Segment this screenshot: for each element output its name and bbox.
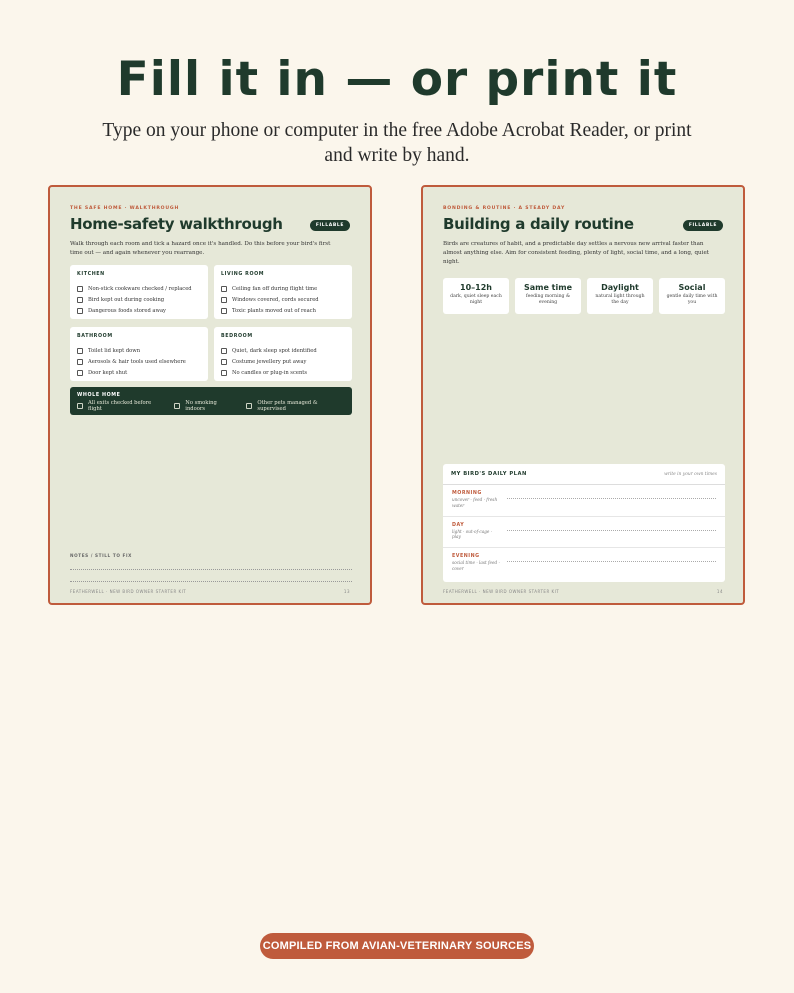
plan-row-title: DAY xyxy=(452,522,465,528)
section-eyebrow: THE SAFE HOME · WALKTHROUGH xyxy=(70,206,180,211)
whole-home-card xyxy=(70,387,352,415)
notes-field-line[interactable] xyxy=(70,569,352,570)
checkbox[interactable] xyxy=(221,308,227,314)
checkbox[interactable] xyxy=(77,359,83,365)
checkbox[interactable] xyxy=(77,297,83,303)
room-title: BATHROOM xyxy=(77,334,113,339)
checkbox[interactable] xyxy=(221,297,227,303)
plan-row-subtitle: uncover · feed · fresh water xyxy=(452,497,498,508)
checkbox[interactable] xyxy=(77,403,83,409)
sources-badge: COMPILED FROM AVIAN-VETERINARY SOURCES xyxy=(260,933,534,959)
fillable-badge: FILLABLE xyxy=(310,220,350,231)
stat-label: feeding morning & evening xyxy=(525,294,571,305)
plan-row-title: MORNING xyxy=(452,491,482,496)
checkbox[interactable] xyxy=(77,370,83,376)
stat-value: Social xyxy=(678,283,706,292)
room-card-bathroom xyxy=(70,327,208,381)
page-preview-daily-routine xyxy=(421,185,745,605)
daily-plan-card xyxy=(443,464,725,582)
room-card-kitchen xyxy=(70,265,208,319)
footer-brand: FEATHERWELL · NEW BIRD OWNER STARTER KIT xyxy=(443,589,560,594)
checklist-item: Toxic plants moved out of reach xyxy=(221,306,345,317)
checkbox[interactable] xyxy=(221,348,227,354)
plan-row-subtitle: social time · last feed · cover xyxy=(452,560,500,571)
section-eyebrow: BONDING & ROUTINE · A STEADY DAY xyxy=(443,206,566,211)
checkbox[interactable] xyxy=(221,359,227,365)
headline: Fill it in — or print it xyxy=(116,52,678,107)
plan-row-evening xyxy=(443,548,725,580)
plan-input-line[interactable] xyxy=(507,530,716,531)
page-preview-home-safety xyxy=(48,185,372,605)
checkbox[interactable] xyxy=(77,348,83,354)
room-title: KITCHEN xyxy=(77,272,105,277)
daily-plan-title: MY BIRD'S DAILY PLAN xyxy=(451,471,527,477)
checklist-item: All exits checked before flight xyxy=(77,401,164,410)
room-title: BEDROOM xyxy=(221,334,253,339)
checkbox[interactable] xyxy=(221,370,227,376)
checklist-item: Non-stick cookware checked / replaced xyxy=(77,283,201,294)
page-title: Home-safety walkthrough xyxy=(70,215,283,233)
stat-card xyxy=(515,278,581,314)
checklist-item: Ceiling fan off during flight time xyxy=(221,283,345,294)
plan-row-subtitle: light · out-of-cage · play xyxy=(452,528,493,539)
checklist-item: Dangerous foods stored away xyxy=(77,306,201,317)
plan-row-morning xyxy=(443,485,725,517)
checklist-item: Costume jewellery put away xyxy=(221,356,345,367)
checklist-item: Windows covered, cords secured xyxy=(221,294,345,305)
stat-value: Daylight xyxy=(601,283,639,292)
plan-input-line[interactable] xyxy=(507,561,716,562)
room-card-living-room xyxy=(214,265,352,319)
stat-label: dark, quiet sleep each night xyxy=(450,294,502,305)
checklist-item: Quiet, dark sleep spot identified xyxy=(221,345,345,356)
subheadline: Type on your phone or computer in the free Adobe Acrobat Reader, or print and write by hand. xyxy=(102,120,692,166)
stat-label: gentle daily time with you xyxy=(666,294,718,305)
page-number: 14 xyxy=(716,589,723,594)
checklist-item: Door kept shut xyxy=(77,368,201,379)
stat-card xyxy=(659,278,725,314)
checkbox[interactable] xyxy=(174,403,180,409)
page-footer xyxy=(443,589,723,594)
plan-row-day xyxy=(443,517,725,549)
stat-value: 10–12h xyxy=(460,283,492,292)
checklist-item: No candles or plug-in scents xyxy=(221,368,345,379)
page-intro: Birds are creatures of habit, and a predictable day settles a nervous new arrival faster than almost anything else. Aim for consistent feeding, plenty of light, social time, and a long, quiet night. xyxy=(443,241,710,265)
checklist-item: Toilet lid kept down xyxy=(77,345,201,356)
stat-label: natural light through the day xyxy=(595,294,645,305)
stat-card xyxy=(587,278,653,314)
checkbox[interactable] xyxy=(77,308,83,314)
routine-stats xyxy=(443,278,725,314)
page-footer xyxy=(70,589,350,594)
page-number: 13 xyxy=(343,589,350,594)
checkbox[interactable] xyxy=(221,286,227,292)
daily-plan-hint: write in your own times xyxy=(664,471,717,477)
page-intro: Walk through each room and tick a hazard once it's handled. Do this before your bird's first time out — and again whenever you rearrange. xyxy=(70,241,331,256)
notes-label: NOTES / STILL TO FIX xyxy=(70,553,132,558)
plan-row-title: EVENING xyxy=(452,554,480,559)
notes-field-line[interactable] xyxy=(70,581,352,582)
daily-plan-header xyxy=(443,464,725,485)
room-card-bedroom xyxy=(214,327,352,381)
fillable-badge: FILLABLE xyxy=(683,220,723,231)
whole-home-title: WHOLE HOME xyxy=(77,393,121,398)
checklist-item: No smoking indoors xyxy=(174,401,236,410)
checklist-item: Other pets managed & supervised xyxy=(246,401,345,410)
stat-value: Same time xyxy=(523,283,573,292)
checkbox[interactable] xyxy=(246,403,252,409)
footer-brand: FEATHERWELL · NEW BIRD OWNER STARTER KIT xyxy=(70,589,187,594)
plan-input-line[interactable] xyxy=(507,498,716,499)
stat-card xyxy=(443,278,509,314)
checklist-item: Bird kept out during cooking xyxy=(77,294,201,305)
checklist-item: Aerosols & hair tools used elsewhere xyxy=(77,356,201,367)
room-title: LIVING ROOM xyxy=(221,272,265,277)
checkbox[interactable] xyxy=(77,286,83,292)
page-title: Building a daily routine xyxy=(443,215,634,233)
